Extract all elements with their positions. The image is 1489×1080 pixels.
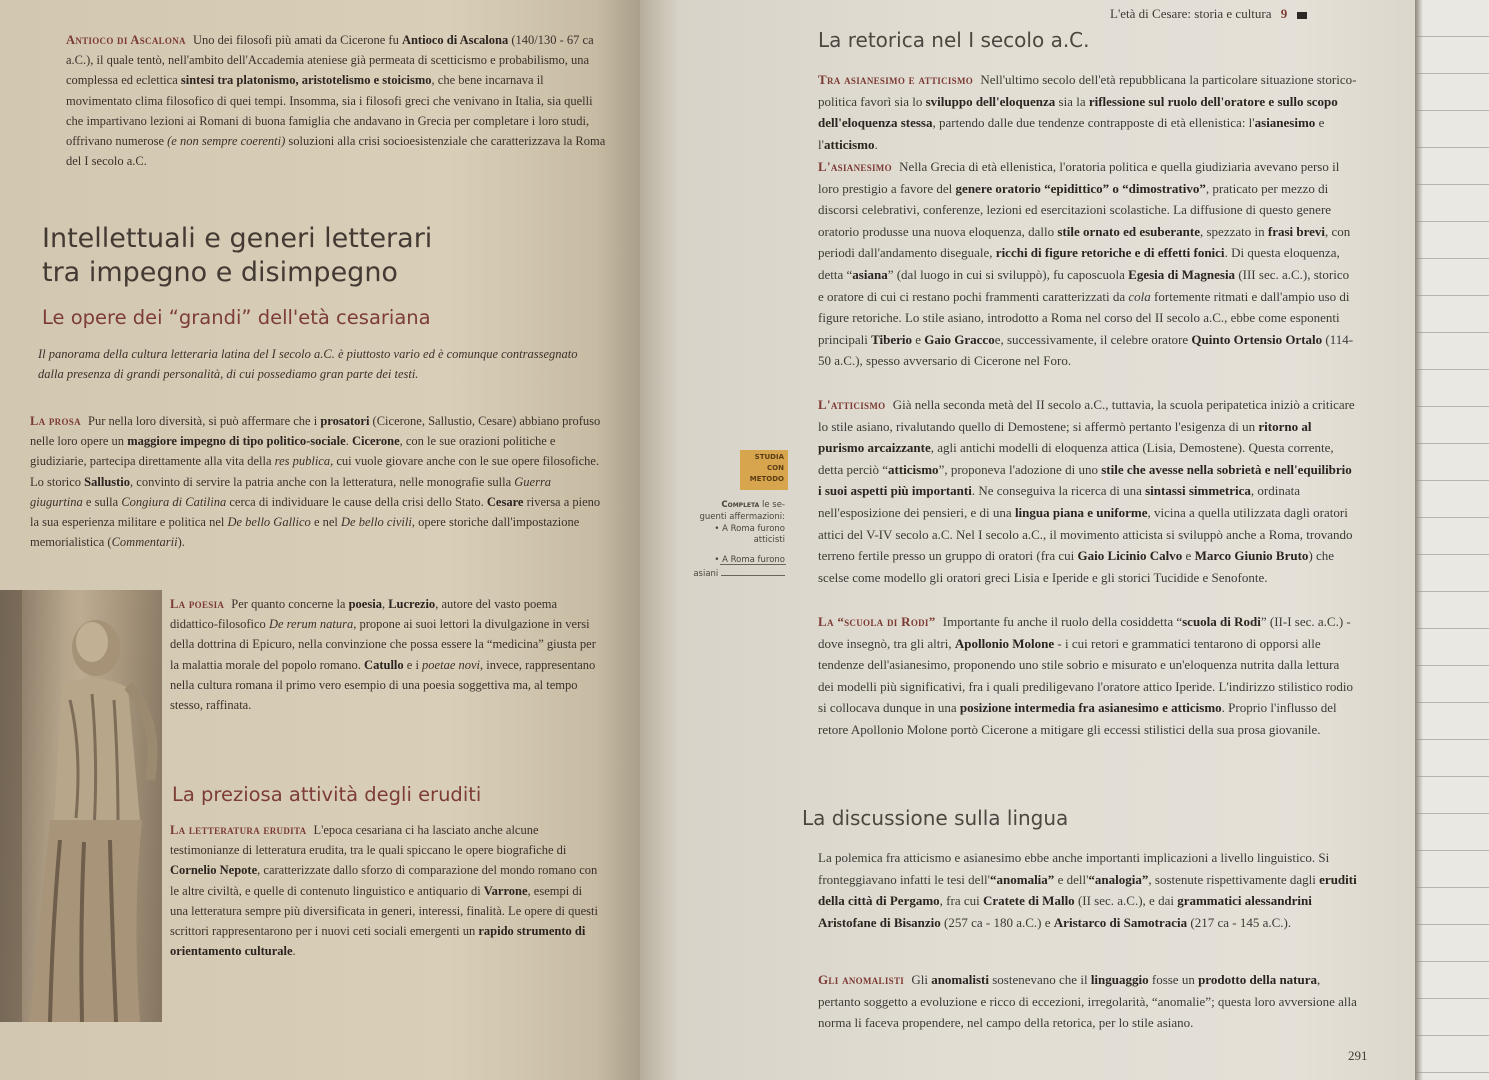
notepad-edge xyxy=(1415,0,1489,1080)
rodi-lead: La “scuola di Rodi” xyxy=(818,614,936,629)
notepad-shadow xyxy=(1415,0,1423,1080)
poesia-paragraph: La poesia Per quanto concerne la poesia, Lucrezio, autore del vasto poema didattico-filosofico De rerum natura, propone ai suoi lettori la divulgazione in versi della dottrina di Epicuro, nella convinzione che possa essere la “medicina” giusta per la malattia morale del popolo romano. Catullo e i poetae novi, invece, rappresentano nella cultura romana il primo vero esempio di una poesia soggettiva ma, al tempo stesso, raffinata. xyxy=(170,597,596,713)
tra-paragraph: Tra asianesimo e atticismo Nell'ultimo secolo dell'età repubblicana la particolare situazione storico-politica favorì sia lo sviluppo dell'eloquenza sia la riflessione sul ruolo dell'oratore e sullo scopo dell'eloquenza stessa, partendo dalle due tendenze contrapposte di età ellenistica: l'asianesimo e l'atticismo. xyxy=(818,72,1357,152)
antioco-lead: Antioco di Ascalona xyxy=(66,33,186,47)
rodi-paragraph: La “scuola di Rodi” Importante fu anche il ruolo della cosiddetta “scuola di Rodi” (II-I sec. a.C.) - dove insegnò, tra gli altri, Apollonio Molone - i cui retori e grammatici tentarono di opporsi alle tendenze dell'asianesimo, proponendo uno stile sobrio e misurato e un'eloquenza nutrita dalla lettura dei modelli più significativi, fra i quali prediligevano l'oratore attico Iperide. L'indirizzo stilistico rodio si collocava dunque in una posizione intermedia fra asianesimo e atticismo. Proprio l'influsso del retore Apollonio Molone portò Cicerone a mitigare gli eccessi stilistici della sua prosa giovanile. xyxy=(818,614,1354,737)
discussione-paragraph: La polemica fra atticismo e asianesimo ebbe anche importanti implicazioni a livello linguistico. Si fronteggiavano infatti le tesi dell'“anomalia” e dell'“analogia”, sostenute rispettivamente dagli eruditi della città di Pergamo, fra cui Cratete di Mallo (II sec. a.C.), e dai grammatici alessandrini Aristofane di Bisanzio (257 ca - 180 a.C.) e Aristarco di Samotracia (217 ca - 145 a.C.). xyxy=(818,850,1357,930)
exercise-notes: Completa le se- guenti affermazioni: • A Roma furono atticisti • A Roma furono asiani xyxy=(693,500,785,579)
running-head: L'età di Cesare: storia e cultura 9 xyxy=(1110,6,1307,22)
asianesimo-lead: L'asianesimo xyxy=(818,159,892,174)
atticismo-lead: L'atticismo xyxy=(818,397,886,412)
heading-opere: Le opere dei “grandi” dell'età cesariana xyxy=(42,306,431,329)
heading-eruditi: La preziosa attività degli eruditi xyxy=(172,783,482,806)
header-square-icon xyxy=(1297,12,1307,19)
atticismo-paragraph: L'atticismo Già nella seconda metà del II secolo a.C., tuttavia, la scuola peripatetica iniziò a criticare lo stile asiano, rivalutando quello di Demostene; si affermò pertanto l'esigenza di un ritorno al purismo arcaizzante, agli antichi modelli di eloquenza attica (Lisia, Demostene). Questa corrente, detta perciò “atticismo”, proponeva l'adozione di uno stile che avesse nella sobrietà e nell'equilibrio i suoi aspetti più importanti. Ne conseguiva la ricerca di una sintassi simmetrica, ordinata nell'esposizione dei pensieri, e di una lingua piana e uniforme, vicina a quella utilizzata dagli oratori attici del V-IV secolo a.C. Nel I secolo a.C., il movimento atticista si sviluppò anche a Roma, trovando terreno fertile presso un gruppo di oratori (fra cui Gaio Licinio Calvo e Marco Giunio Bruto) che scelse come modello gli oratori greci Lisia e Iperide e gli storici Tucidide e Senofonte. xyxy=(818,397,1355,585)
answer-line[interactable] xyxy=(720,564,786,565)
heading-discussione: La discussione sulla lingua xyxy=(802,806,1069,830)
intro-paragraph: Il panorama della cultura letteraria latina del I secolo a.C. è piuttosto vario ed è comunque contrassegnato dalla presenza di grandi personalità, di cui possediamo gran parte dei testi. xyxy=(38,347,578,382)
tra-lead: Tra asianesimo e atticismo xyxy=(818,72,974,87)
main-title: Intellettuali e generi letterari tra impegno e disimpegno xyxy=(42,223,433,288)
anomalisti-lead: Gli anomalisti xyxy=(818,972,905,987)
eruditi-paragraph: La letteratura erudita L'epoca cesariana ci ha lasciato anche alcune testimonianze di letteratura erudita, tra le quali spiccano le opere biografiche di Cornelio Nepote, caratterizzate dallo sforzo di comparazione del mondo romano con le altre civiltà, e quelle di contenuto linguistico e antiquario di Varrone, esempi di una letteratura sempre più diversificata in generi, interessi, finalità. Le opere di questi scrittori rappresentarono per i nuovi ceti sociali emergenti un rapido strumento di orientamento culturale. xyxy=(170,823,598,959)
chapter-number: 9 xyxy=(1280,6,1288,21)
asianesimo-paragraph: L'asianesimo Nella Grecia di età ellenistica, l'oratoria politica e quella giudiziaria avevano perso il loro prestigio a favore del genere oratorio “epidittico” o “dimostrativo”, praticato per mezzo di discorsi celebrativi, conferenze, lezioni ed esercitazioni scolastiche. La diffusione di questo genere oratorio produsse una nuova eloquenza, dallo stile ornato ed esuberante, spezzato in frasi brevi, con periodi dall'andamento diseguale, ricchi di figure retoriche e di effetti fonici. Di questa eloquenza, detta “asiana” (dal luogo in cui si sviluppò), fu caposcuola Egesia di Magnesia (III sec. a.C.), storico e oratore di cui ci restano pochi frammenti caratterizzati da cola fortemente ritmati e dall'ampio uso di figure retoriche. Lo stile asiano, introdotto a Roma nel corso del II secolo a.C., ebbe come esponenti principali Tiberio e Gaio Graccoe, successivamente, il celebre oratore Quinto Ortensio Ortalo (114-50 a.C.), spesso avversario di Cicerone nel Foro. xyxy=(818,159,1354,369)
page-number: 291 xyxy=(1348,1048,1368,1063)
eruditi-lead: La letteratura erudita xyxy=(170,823,307,837)
anomalisti-paragraph: Gli anomalisti Gli anomalisti sostenevano che il linguaggio fosse un prodotto della natura, pertanto soggetto a evoluzione e ricco di eccezioni, irregolarità, “anomalie”; questa loro avversione alla norma li faceva propendere, nel campo della retorica, per lo stile asiano. xyxy=(818,972,1357,1031)
prosa-lead: La prosa xyxy=(30,414,81,428)
studia-con-metodo-badge: STUDIA CON METODO xyxy=(740,450,788,490)
relief-figure-image xyxy=(0,590,162,1022)
heading-retorica: La retorica nel I secolo a.C. xyxy=(818,28,1090,52)
prosa-paragraph: La prosa Pur nella loro diversità, si può affermare che i prosatori (Cicerone, Sallustio, Cesare) abbiano profuso nelle loro opere un maggiore impegno di tipo politico-sociale. Cicerone, con le sue orazioni politiche e giudiziarie, partecipa direttamente alla vita della res publica, cui vuole giovare anche con le sue opere filosofiche. Lo storico Sallustio, convinto di servire la patria anche con la letteratura, nelle monografie sulla Guerra giugurtina e sulla Congiura di Catilina cerca di individuare le cause della crisi dello Stato. Cesare riversa a pieno la sua esperienza militare e politica nel De bello Gallico e nel De bello civili, opere storiche dall'impostazione memorialistica (Commentarii). xyxy=(30,414,601,550)
poesia-lead: La poesia xyxy=(170,597,225,611)
answer-blank[interactable] xyxy=(721,567,785,576)
relief-figure-icon xyxy=(0,590,162,1022)
antioco-paragraph: Antioco di Ascalona Uno dei filosofi più amati da Cicerone fu Antioco di Ascalona (140/130 - 67 ca a.C.), il quale tentò, nell'ambito dell'Accademia ateniese già permeata di scetticismo e probabilismo, una complessa ed eclettica sintesi tra platonismo, aristotelismo e stoicismo, che bene incarnava il movimentato clima filosofico di quei tempi. Insomma, sia i filosofi greci che venivano in Italia, sia quelli che impartivano lezioni ai Romani di buona famiglia che andavano in Grecia per completare i loro studi, offrivano numerose (e non sempre coerenti) soluzioni alla crisi socioesistenziale che caratterizzava la Roma del I secolo a.C. xyxy=(66,33,606,169)
left-page xyxy=(0,0,640,1080)
